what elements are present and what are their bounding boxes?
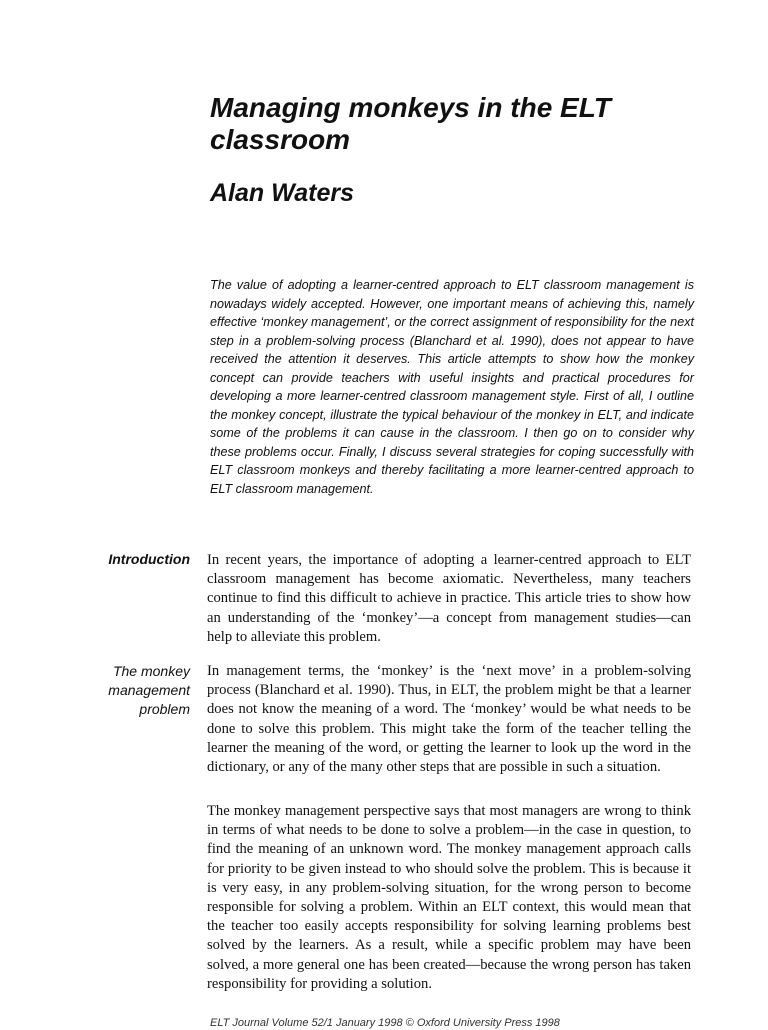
article-title: Managing monkeys in the ELT classroom (210, 92, 611, 155)
monkey-management-heading: The monkey management problem (108, 663, 190, 717)
article-author: Alan Waters (210, 179, 355, 207)
abstract: The value of adopting a learner-centred approach to ELT classroom management is nowadays widely accepted. However, one important means of achieving this, namely effective ‘monkey management’, or the correct assignment of responsibility for the next step in a problem-solving process (Blanchard et al. 1990), does not appear to have received the attention it deserves. This article attempts to show how the monkey concept can provide teachers with useful insights and practical procedures for developing a more learner-centred classroom management style. First of all, I outline the monkey concept, illustrate the typical behaviour of the monkey in ELT, and indicate some of the problems it can cause in the classroom. I then go on to consider why these problems occur. Finally, I discuss several strategies for coping successfully with ELT classroom monkeys and thereby facilitating a more learner-centred approach to ELT classroom management. (210, 278, 694, 496)
monkey-paragraph-1: In management terms, the ‘monkey’ is the ‘next move’ in a problem-solving process (Blanchard et al. 1990). Thus, in ELT, the problem might be that a learner does not know the meaning of a word. The ‘monkey’ would be what needs to be done to solve this problem. This might take the form of the teacher telling the learner the meaning of the word, or getting the learner to look up the word in the dictionary, or any of the many other steps that are possible in such a situation. (207, 663, 691, 776)
page-footer: ELT Journal Volume 52/1 January 1998 © Oxford University Press 1998 (210, 1017, 560, 1029)
introduction-paragraph: In recent years, the importance of adopting a learner-centred approach to ELT classroom management has become axiomatic. Nevertheless, many teachers continue to find this difficult to achieve in practice. This article tries to show how an understanding of the ‘monkey’—a concept from management studies—can help to alleviate this problem. (207, 552, 691, 645)
monkey-paragraph-2: The monkey management perspective says that most managers are wrong to think in terms of what needs to be done to solve a problem—in the case in question, to find the meaning of an unknown word. The monkey management approach calls for priority to be given instead to who should solve the problem. This is because it is very easy, in any problem-solving situation, for the wrong person to become responsible for solving a problem. Within an ELT context, this would mean that the teacher too easily accepts responsibility for solving learning problems best solved by the learners. As a result, while a specific problem may have been solved, a more general one has been created—because the wrong person has taken responsibility for providing a solution. (207, 803, 691, 992)
introduction-heading: Introduction (108, 551, 190, 567)
